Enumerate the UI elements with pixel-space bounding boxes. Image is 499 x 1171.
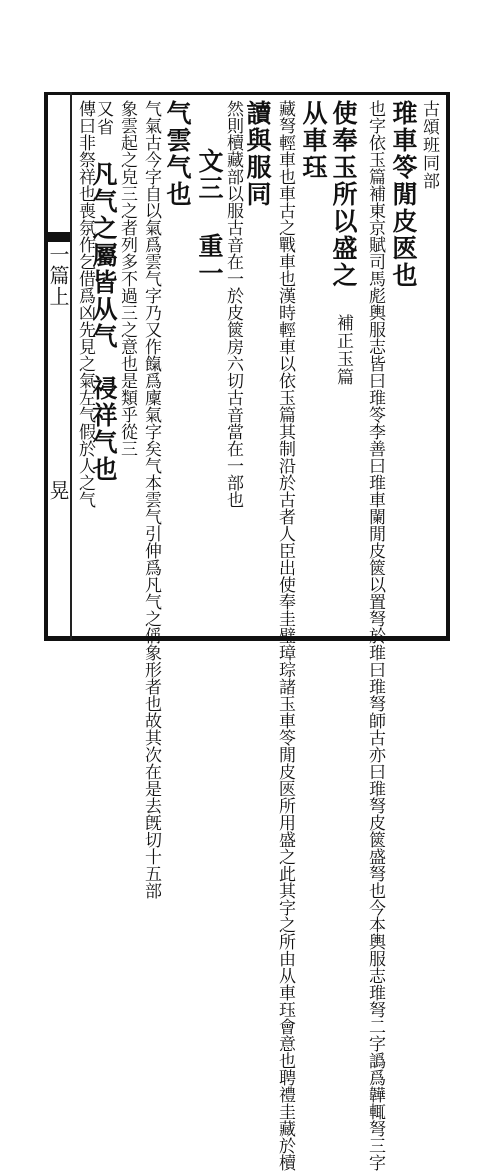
entry-headword: 讀與服同 [243, 100, 272, 208]
entry-commentary: 象雲起之皃三之者列多不過三之意也是類乎從三 [117, 100, 137, 457]
gutter-section-label: 一篇上 [46, 244, 70, 307]
entry-commentary: 補正玉篇 [333, 314, 353, 386]
entry-commentary: 也字依玉篇補東京賦司馬彪輿服志皆曰琟笭李善曰琟車闌閒皮篋以置弩於琟曰琟弩師古亦曰琟弩皮篋盛弩也今本輿服志琟弩二字譌爲韡輒弩三字 [365, 100, 385, 1171]
entry-headword: 从車珏 [299, 100, 328, 181]
text-column-6 [272, 100, 298, 1171]
frame-bottom-rule [44, 636, 450, 641]
entry-commentary: 傳曰非祭祥也喪氛作乞借爲凶先見之氣左气假於人之气 [75, 100, 95, 508]
text-column-3 [362, 100, 388, 1171]
gutter-page-marker: 晃 [46, 480, 70, 500]
text-column-14 [72, 100, 98, 632]
entry-headword: 使奉玉所以盛之 [329, 100, 358, 289]
text-column-1 [416, 100, 442, 632]
entry-commentary: 气氣古今字自以氣爲雲气字乃又作餼爲廩氣字矣气本雲气引伸爲凡气之偁象形者也故其次在是去旣切十五部 [141, 100, 161, 899]
entry-commentary: 然則櫝藏部以服古音在一於皮篋房六切古音當在一部也 [223, 100, 243, 508]
text-column-11 [138, 100, 164, 899]
column-note: 古頌班同部 [419, 100, 439, 190]
entry-commentary: 藏弩輕車也車古之戰車也漢時輕車以依玉篇其制沿於古者人臣出使奉圭璧璋琮諸玉車笭閒皮匧所用盛之此其字之所由从車珏會意也聘禮圭藏於櫝 [275, 100, 295, 1171]
entry-commentary: 又省 [93, 100, 113, 136]
text-column-9 [196, 148, 222, 680]
text-column-2 [390, 100, 416, 632]
fishtail-mark [44, 232, 70, 242]
text-column-4 [330, 100, 356, 632]
text-column-10 [164, 100, 190, 632]
text-column-7 [244, 100, 270, 632]
entry-headword: 气雲气也 [163, 100, 192, 208]
text-column-5 [300, 100, 326, 632]
entry-headword: 凡气之屬皆从气 [89, 161, 118, 350]
entry-headword: 祲祥气也 [89, 375, 118, 483]
section-summary: 文三 重一 [195, 148, 224, 287]
entry-headword: 琟車笭閒皮匧也 [389, 100, 418, 289]
